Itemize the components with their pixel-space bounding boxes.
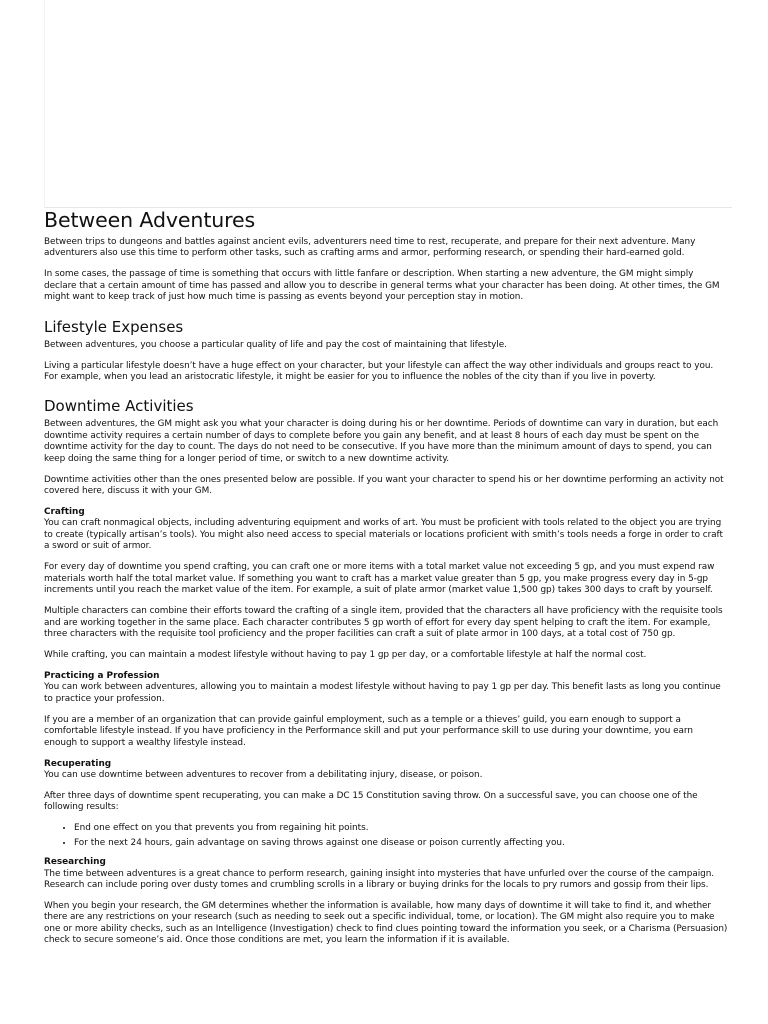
crafting-paragraph: You can craft nonmagical objects, including adventuring equipment and works of art. You must be proficient with tools related to the object you are trying to create (typically artisan’s tools). You might also need access to special materials or locations proficient with smith’s tools needs a forge in order to craft a sword or suit of armor. <box>44 518 723 552</box>
intro-paragraph: Between trips to dungeons and battles against ancient evils, adventurers need time to rest, recuperate, and prepare for their next adventure. Many adventurers also use this time to perform other tasks, such as crafting arms and armor, performing research, or spending their hard-earned gold. <box>44 237 696 259</box>
crafting-paragraph: While crafting, you can maintain a modest lifestyle without having to pay 1 gp per day, or a comfortable lifestyle at half the normal cost. <box>44 649 647 660</box>
downtime-paragraph: Between adventures, the GM might ask you what your character is doing during his or her downtime. Periods of downtime can vary in duration, but each downtime activity requires a certain number of days to complete before you gain any benefit, and at least 8 hours of each day must be spent on the downtime activity for the day to count. The days do not need to be consecutive. If you have more than the minimum amount of days to spend, you can keep doing the same thing for a longer period of time, or switch to a new downtime activity. <box>44 419 719 464</box>
recuperating-paragraph: After three days of downtime spent recuperating, you can make a DC 15 Constitution saving throw. On a successful save, you can choose one of the following results: <box>44 790 698 813</box>
downtime-paragraph: Downtime activities other than the ones presented below are possible. If you want your character to spend his or her downtime performing an activity not covered here, discuss it with your GM. <box>44 474 724 497</box>
list-item: • For the next 24 hours, gain advantage on saving throws against one disease or poison currently affecting you. <box>74 838 728 849</box>
blank-header-area <box>44 0 732 208</box>
intro-paragraph: In some cases, the passage of time is something that occurs with little fanfare or description. When starting a new adventure, the GM might simply declare that a certain amount of time has passed and allow you to describe in general terms what your character has been doing. At other times, the GM might want to keep track of just how much time is passing as events beyond your perception stay in motion. <box>44 269 720 303</box>
document-body <box>44 208 728 956</box>
lifestyle-paragraph: Living a particular lifestyle doesn’t have a huge effect on your character, but your lifestyle can affect the way other individuals and groups react to you. For example, when you lead an aristocratic lifestyle, it might be easier for you to influence the nobles of the city than if you live in poverty. <box>44 360 714 383</box>
crafting-paragraph: For every day of downtime you spend crafting, you can craft one or more items with a total market value not exceeding 5 gp, and you must expend raw materials worth half the total market value. If something you want to craft has a market value greater than 5 gp, you make progress every day in 5-gp increments until you reach the market value of the item. For example, a suit of plate armor (market value 1,500 gp) takes 300 days to craft by yourself. <box>44 562 715 596</box>
profession-paragraph: You can work between adventures, allowing you to maintain a modest lifestyle without having to pay 1 gp per day. This benefit lasts as long you continue to practice your profession. <box>44 682 721 704</box>
section-heading-downtime: Downtime Activities <box>44 397 194 416</box>
profession-paragraph: If you are a member of an organization that can provide gainful employment, such as a temple or a thieves’ guild, you earn enough to support a comfortable lifestyle instead. If you have proficiency in the Performance skill and put your performance skill to use during your downtime, you earn enough to support a wealthy lifestyle instead. <box>44 714 693 748</box>
lifestyle-paragraph: Between adventures, you choose a particular quality of life and pay the cost of maintaining that lifestyle. <box>44 339 507 350</box>
researching-paragraph: The time between adventures is a great chance to perform research, gaining insight into mysteries that have unfurled over the course of the campaign. Research can include poring over dusty tomes and crumbling scrolls in a library or buying drinks for the locals to pry rumors and gossip from their lips. <box>44 868 715 890</box>
subheading-researching: Researching <box>44 857 106 868</box>
page-title: Between Adventures <box>44 208 256 232</box>
list-item: • End one effect on you that prevents you from regaining hit points. <box>74 823 728 834</box>
crafting-paragraph: Multiple characters can combine their efforts toward the crafting of a single item, provided that the characters all have proficiency with the requisite tools and are working together in the same place. Each character contributes 5 gp worth of effort for every day spent helping to craft the item. For example, three characters with the requisite tool proficiency and the proper facilities can craft a suit of plate armor in 100 days, at a total cost of 750 gp. <box>44 606 723 639</box>
recuperating-paragraph: You can use downtime between adventures to recover from a debilitating injury, disease, or poison. <box>44 769 483 780</box>
researching-paragraph: When you begin your research, the GM determines whether the information is available, how many days of downtime it will take to find it, and whether there are any restrictions on your research (such as needing to seek out a specific individual, tome, or location). The GM might also require you to make one or more ability checks, such as an Intelligence (Investigation) check to find clues pointing toward the information you seek, or a Charisma (Persuasion) check to secure someone’s aid. Once those conditions are met, you learn the information if it is available. <box>44 900 728 946</box>
subheading-profession: Practicing a Profession <box>44 670 160 681</box>
subheading-crafting: Crafting <box>44 507 85 518</box>
section-heading-lifestyle: Lifestyle Expenses <box>44 317 184 336</box>
subheading-recuperating: Recuperating <box>44 758 112 769</box>
recuperating-results-list <box>44 823 728 849</box>
